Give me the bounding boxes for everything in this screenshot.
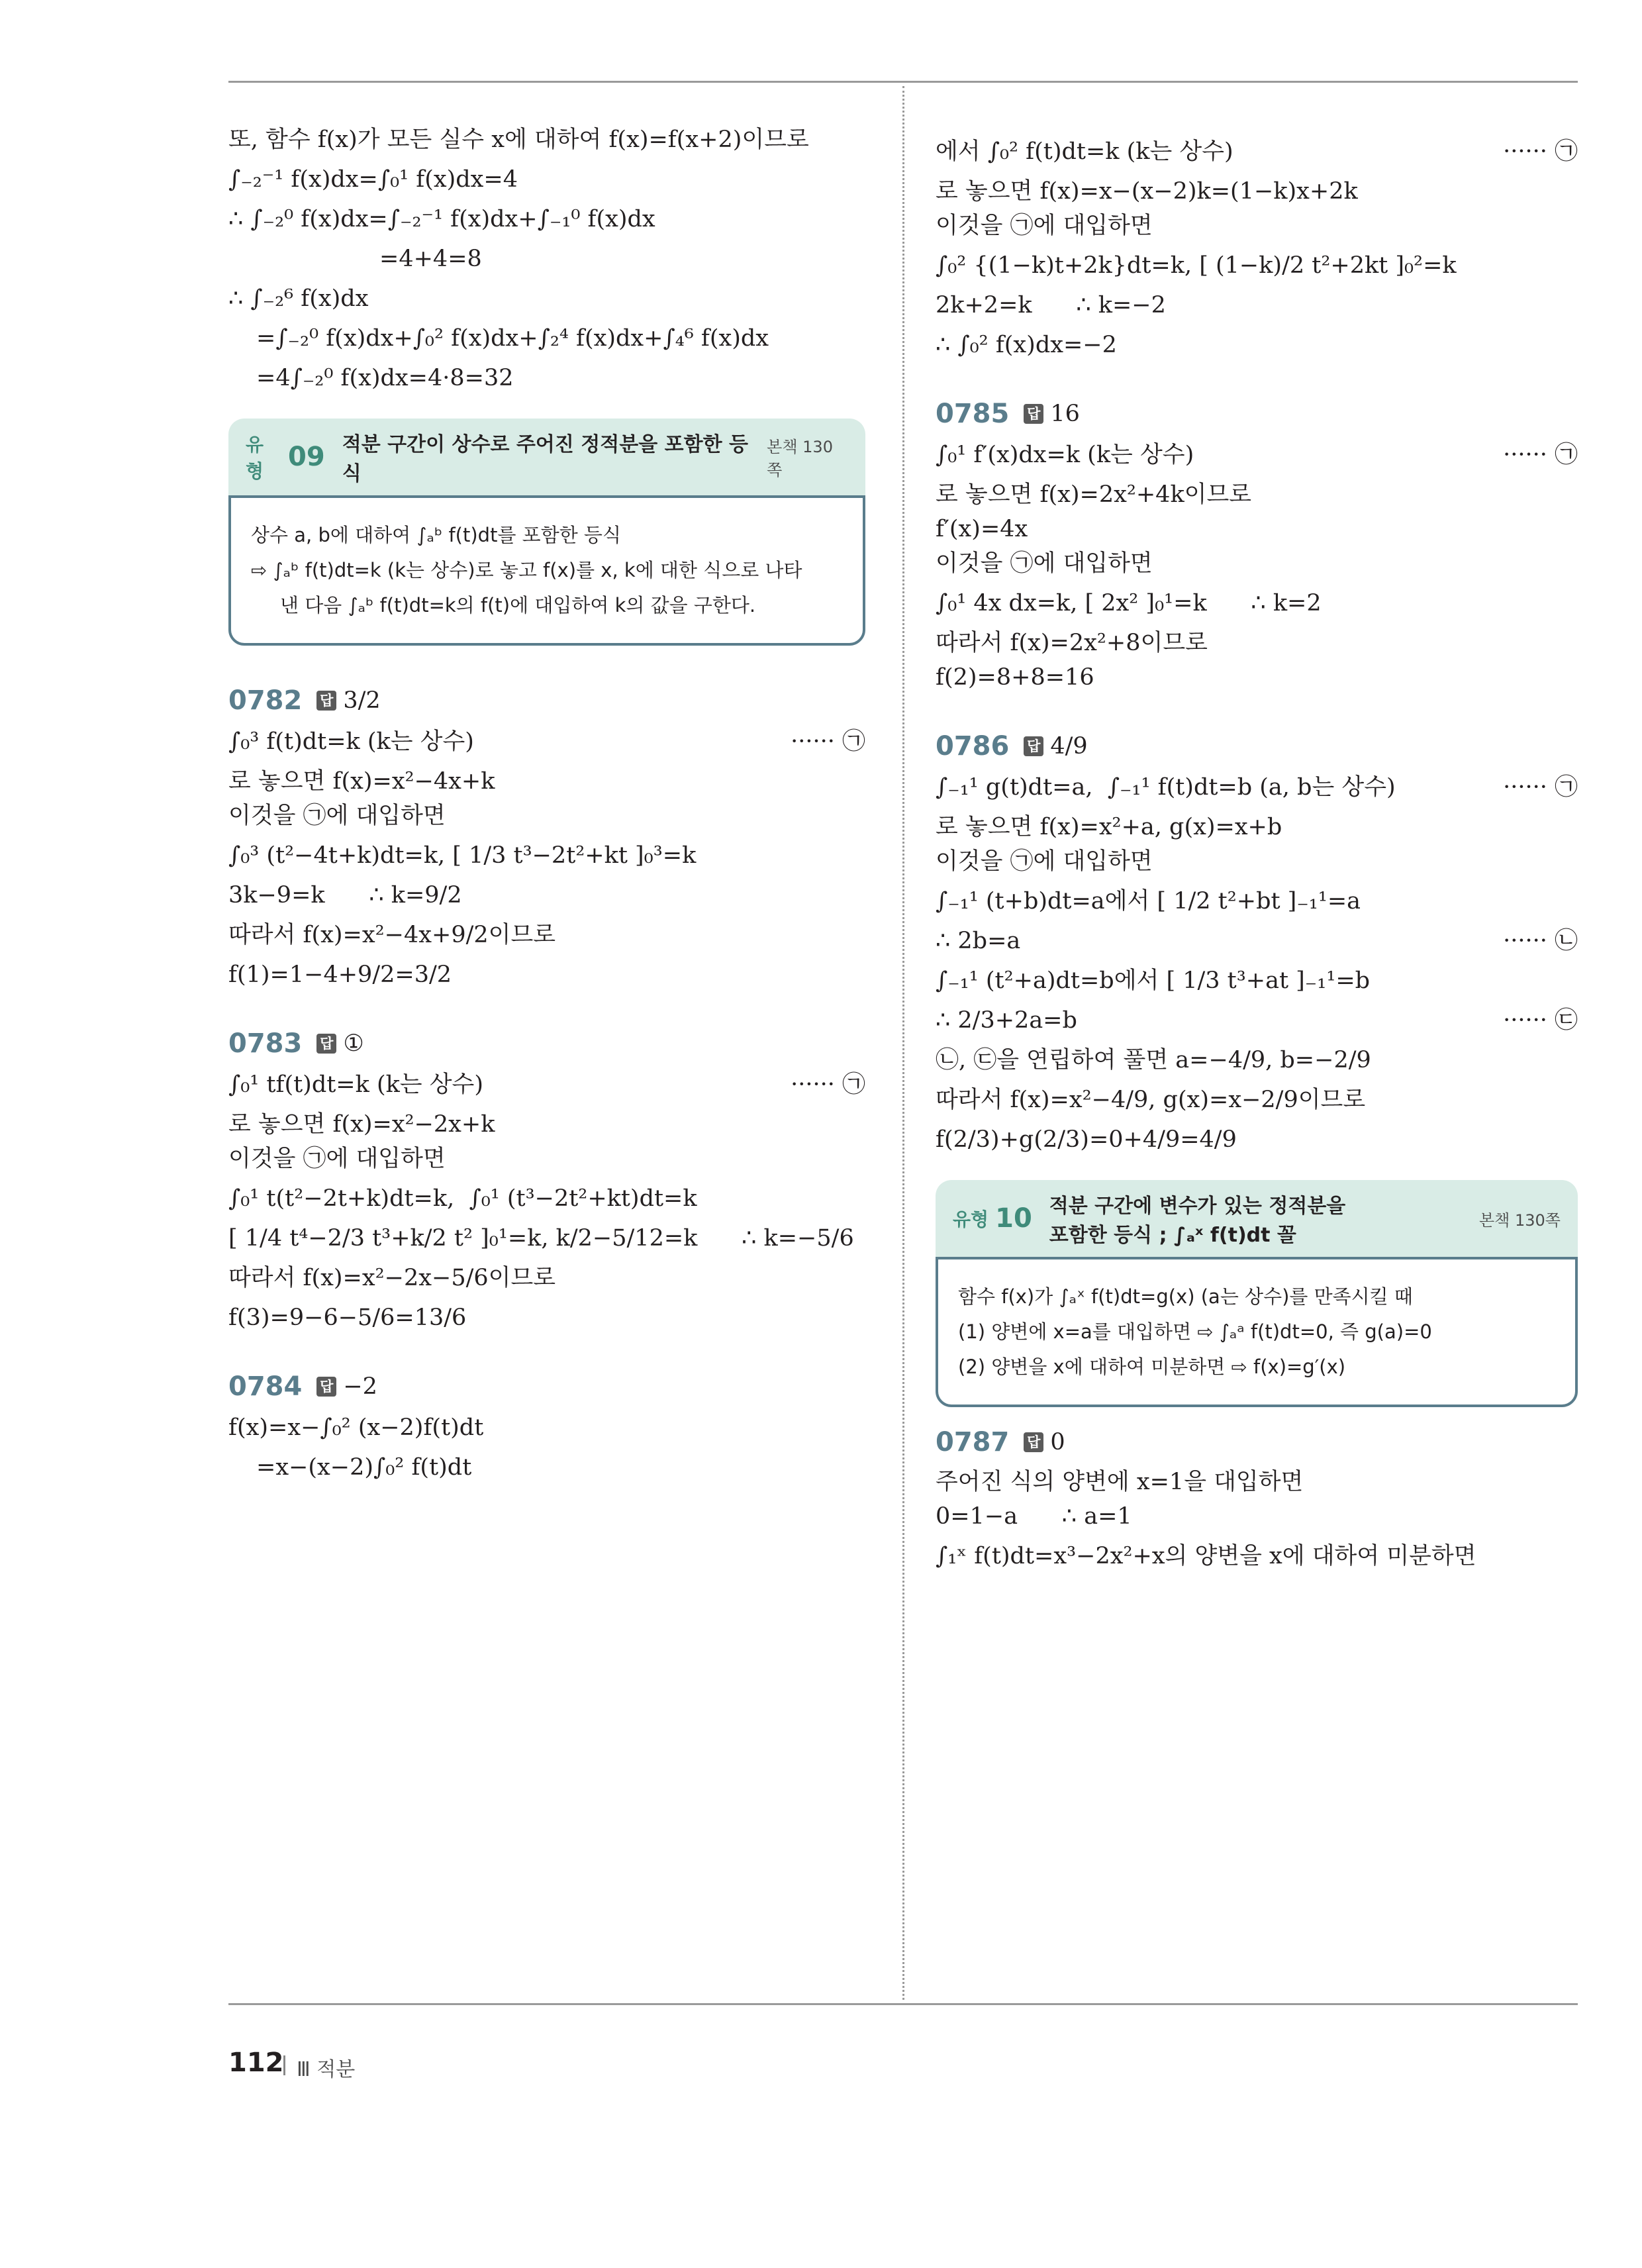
answer-badge: 답 [316,1034,336,1054]
left-column [228,126,865,1493]
type-09-header [228,419,865,495]
answer-value: ① [343,1030,364,1057]
answer-badge: 답 [1024,1432,1043,1452]
bottom-rule [228,2003,1578,2005]
answer-value: 0 [1050,1429,1065,1455]
right-column [936,126,1578,1582]
text-line: 로 놓으면 f(x)=2x²+4k이므로 [936,481,1252,508]
math-line [936,773,1578,801]
problem-header [228,685,865,716]
math-line: 2k+2=k ∴ k=−2 [936,292,1166,319]
problem-header [228,1371,865,1402]
column-divider [902,86,904,2000]
math-line: 3k−9=k ∴ k=9/2 [228,882,462,909]
text-line: 로 놓으면 f(x)=x²+a, g(x)=x+b [936,814,1282,840]
answer-tag [1024,1429,1065,1455]
type-rule-line: 상수 a, b에 대하여 ∫ₐᵇ f(t)dt를 포함한 등식 [251,524,621,546]
math-line: f(x)=x−∫₀² (x−2)f(t)dt [228,1414,484,1441]
problem-0783 [228,1028,865,1332]
answer-value: 3/2 [343,687,381,714]
math-line: ∫₋₂⁻¹ f(x)dx=∫₀¹ f(x)dx=4 [228,166,518,193]
math-line: =x−(x−2)∫₀² f(t)dt [256,1454,472,1481]
math-text: ∫₀¹ f′(x)dx=k (k는 상수) [936,442,1194,468]
type-label: 유형 [246,434,264,482]
answer-badge: 답 [316,691,336,711]
answer-value: 16 [1050,401,1080,427]
math-line: ∫₀³ (t²−4t+k)dt=k, [ 1/3 t³−2t²+kt ]₀³=k [228,842,697,869]
equation-mark: ······ ㉠ [1503,138,1578,165]
equation-mark: ······ ㉠ [791,1071,865,1098]
answer-badge: 답 [1024,404,1043,424]
text-line: 이것을 ㉠에 대입하면 [228,803,446,829]
type-10-header [936,1180,1578,1257]
problem-header [228,1028,865,1059]
math-line [936,441,1578,469]
answer-tag [316,687,380,714]
answer-tag [316,1373,377,1400]
answer-badge: 답 [1024,736,1043,756]
problem-number: 0782 [228,685,303,716]
problem-header [936,731,1578,762]
math-line: ∴ ∫₋₂⁰ f(x)dx=∫₋₂⁻¹ f(x)dx+∫₋₁⁰ f(x)dx [228,206,655,232]
math-line: ∴ ∫₀² f(x)dx=−2 [936,332,1117,358]
type-rule-line: 함수 f(x)가 ∫ₐˣ f(t)dt=g(x) (a는 상수)를 만족시킬 때 [958,1285,1413,1308]
type-number: 10 [995,1203,1032,1234]
problem-header [936,1427,1578,1457]
math-line [936,138,1578,166]
text-line: 이것을 ㉠에 대입하면 [228,1146,446,1172]
problem-number: 0787 [936,1427,1010,1457]
text-line: 이것을 ㉠에 대입하면 [936,848,1153,875]
equation-mark: ······ ㉠ [791,728,865,755]
problem-0787 [936,1427,1578,1570]
footer-separator [283,2055,285,2075]
math-line: ∫₁ˣ f(t)dt=x³−2x²+x의 양변을 x에 대하여 미분하면 [936,1543,1476,1569]
problem-0782 [228,685,865,989]
problem-0785 [936,399,1578,691]
answer-badge: 답 [316,1377,336,1397]
problem-number: 0785 [936,399,1010,429]
math-line: =4∫₋₂⁰ f(x)dx=4·8=32 [256,365,514,391]
type-rule-line: 낸 다음 ∫ₐᵇ f(t)dt=k의 f(t)에 대입하여 k의 값을 구한다. [280,594,756,616]
math-line [936,927,1578,955]
math-text: ∴ 2b=a [936,928,1021,954]
math-line: 따라서 f(x)=x²−4x+9/2이므로 [228,922,556,948]
equation-mark: ······ ㉠ [1503,442,1578,468]
answer-value: −2 [343,1373,377,1400]
text-line: 주어진 식의 양변에 x=1을 대입하면 [936,1469,1304,1495]
math-line: ∴ ∫₋₂⁶ f(x)dx [228,285,369,312]
math-line: 0=1−a ∴ a=1 [936,1503,1132,1530]
continued-solution-0784 [936,138,1578,359]
text-line: 또, 함수 f(x)가 모든 실수 x에 대하여 f(x)=f(x+2)이므로 [228,126,809,153]
textbook-reference: 본책 130쪽 [1479,1210,1561,1230]
type-title-block [1049,1189,1346,1248]
math-line: =∫₋₂⁰ f(x)dx+∫₀² f(x)dx+∫₂⁴ f(x)dx+∫₄⁶ f(x)dx [256,325,769,352]
math-line [936,1007,1578,1034]
type-10-box [936,1180,1578,1407]
math-line: ∫₀² {(1−k)t+2k}dt=k, [ (1−k)/2 t²+2kt ]₀²=k [936,252,1457,279]
math-line: =4+4=8 [379,246,482,272]
type-title: 포함한 등식 ; ∫ₐˣ f(t)dt 꼴 [1049,1224,1296,1247]
problem-number: 0783 [228,1028,303,1059]
equation-mark: ······ ㉡ [1503,928,1578,954]
math-line: ∫₋₁¹ (t+b)dt=a에서 [ 1/2 t²+bt ]₋₁¹=a [936,888,1361,914]
answer-tag [316,1030,363,1057]
type-rule-line: ⇨ ∫ₐᵇ f(t)dt=k (k는 상수)로 놓고 f(x)를 x, k에 대한 식으로 나타 [251,559,802,581]
equation-mark: ······ ㉢ [1503,1007,1578,1034]
math-text: ∴ 2/3+2a=b [936,1007,1077,1034]
text-line: 로 놓으면 f(x)=x−(x−2)k=(1−k)x+2k [936,178,1358,205]
text-line: 따라서 f(x)=2x²+8이므로 [936,630,1208,656]
math-text: ∫₀¹ tf(t)dt=k (k는 상수) [228,1071,484,1098]
textbook-reference: 본책 130쪽 [767,438,833,479]
type-rule-line: (2) 양변을 x에 대하여 미분하면 ⇨ f(x)=g′(x) [958,1356,1346,1378]
math-line: ∫₋₁¹ (t²+a)dt=b에서 [ 1/3 t³+at ]₋₁¹=b [936,967,1371,994]
text-line: 이것을 ㉠에 대입하면 [936,550,1153,577]
problem-number: 0784 [228,1371,303,1402]
answer-tag [1024,733,1087,760]
math-text: ∫₀³ f(t)dt=k (k는 상수) [228,728,474,755]
math-line: ㉡, ㉢을 연립하여 풀면 a=−4/9, b=−2/9 [936,1047,1371,1073]
answer-value: 4/9 [1050,733,1088,760]
type-title: 적분 구간에 변수가 있는 정적분을 [1049,1195,1346,1218]
section-title: Ⅲ 적분 [297,2058,356,2081]
math-line: 따라서 f(x)=x²−2x−5/6이므로 [228,1265,556,1291]
math-line [228,1071,865,1099]
math-line: f(2/3)+g(2/3)=0+4/9=4/9 [936,1126,1237,1153]
problem-header [936,399,1578,429]
page-number: 112 [228,2047,284,2078]
math-line: [ 1/4 t⁴−2/3 t³+k/2 t² ]₀¹=k, k/2−5/12=k ∴ k=−5/6 [228,1225,854,1252]
text-line: 로 놓으면 f(x)=x²−2x+k [228,1111,495,1138]
type-09-box [228,419,865,646]
math-text: ∫₋₁¹ g(t)dt=a, ∫₋₁¹ f(t)dt=b (a, b는 상수) [936,774,1396,801]
type-10-body [936,1257,1578,1407]
text-line: 이것을 ㉠에 대입하면 [936,213,1153,239]
problem-number: 0786 [936,731,1010,762]
type-number: 09 [288,442,325,472]
problem-0786 [936,731,1578,1154]
type-title: 적분 구간이 상수로 주어진 정적분을 포함한 등식 [342,433,749,485]
equation-mark: ······ ㉠ [1503,774,1578,801]
math-line: f(2)=8+8=16 [936,664,1094,691]
math-line: f(1)=1−4+9/2=3/2 [228,961,452,988]
math-line: ∫₀¹ 4x dx=k, [ 2x² ]₀¹=k ∴ k=2 [936,590,1322,616]
top-rule [228,81,1578,83]
math-line: f′(x)=4x [936,516,1028,542]
type-rule-line: (1) 양변에 x=a를 대입하면 ⇨ ∫ₐᵃ f(t)dt=0, 즉 g(a)=0 [958,1320,1432,1343]
math-line: ∫₀¹ t(t²−2t+k)dt=k, ∫₀¹ (t³−2t²+kt)dt=k [228,1185,697,1212]
math-line: f(3)=9−6−5/6=13/6 [228,1305,467,1331]
math-text: 에서 ∫₀² f(t)dt=k (k는 상수) [936,138,1233,165]
type-09-body [228,495,865,646]
intro-solution [228,126,865,392]
answer-tag [1024,401,1080,427]
type-label: 유형 [953,1208,989,1230]
math-line: 따라서 f(x)=x²−4/9, g(x)=x−2/9이므로 [936,1087,1366,1113]
math-line [228,728,865,756]
problem-0784 [228,1371,865,1481]
text-line: 로 놓으면 f(x)=x²−4x+k [228,768,495,795]
